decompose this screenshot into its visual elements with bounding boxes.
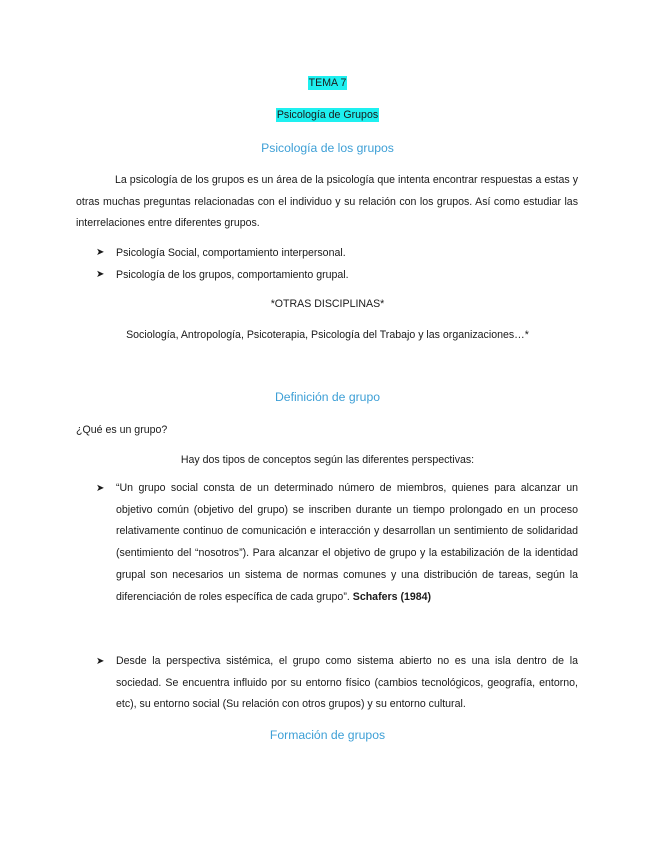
definition-quote (116, 478, 578, 608)
section-title-definicion: Definición de grupo (274, 390, 381, 404)
otras-disciplinas-title: *OTRAS DISCIPLINAS* (270, 298, 385, 310)
otras-disciplinas-list: Sociología, Antropología, Psicoterapia, Psicología del Trabajo y las organizaciones…* (126, 329, 529, 341)
intro-paragraph: La psicología de los grupos es un área de la psicología que intenta encontrar respuestas a estas y otras muchas preguntas relacionadas con el individuo y su relación con los grupos. Así como estudiar las interrelaciones entre diferentes grupos. (76, 174, 578, 229)
arrowhead-bullet-icon: ➤ (96, 247, 105, 258)
bullet-item-social: Psicología Social, comportamiento interpersonal. (116, 247, 346, 259)
tema-heading (0, 77, 655, 89)
section-title-psicologia-grupos: Psicología de los grupos (261, 141, 394, 155)
types-intro: Hay dos tipos de conceptos según las diferentes perspectivas: (180, 454, 475, 466)
section-title-formacion: Formación de grupos (269, 728, 386, 742)
arrowhead-bullet-icon: ➤ (96, 269, 105, 280)
tema-label: TEMA 7 (308, 77, 347, 89)
bullet-item-grupos: Psicología de los grupos, comportamiento grupal. (116, 269, 349, 281)
quote-author: Schafers (1984) (352, 590, 432, 603)
quote-text: “Un grupo social consta de un determinado número de miembros, quienes para alcanzar un objetivo común (objetivo del grupo) se inscriben durante un tiempo prolongado en un proceso relativamente continuo de comunicación e interacción y desarrollan un sentimiento de solidaridad (sentimiento del “nosotros”). Para alcanzar el objetivo de grupo y la estabilización de la identidad grupal son necesarios un sistema de normas comunes y una distribución de tareas, según la diferenciación de roles específica de cada grupo”. (116, 482, 578, 603)
systemic-perspective: Desde la perspectiva sistémica, el grupo como sistema abierto no es una isla dentro de la sociedad. Se encuentra influido por su entorno físico (cambios tecnológicos, geografía, entorno, etc), su entorno social (Su relación con otros grupos) y su entorno cultural. (116, 655, 578, 711)
question-line: ¿Qué es un grupo? (76, 424, 168, 436)
arrowhead-bullet-icon: ➤ (96, 656, 105, 667)
arrowhead-bullet-icon: ➤ (96, 483, 105, 494)
subject-heading (0, 109, 655, 121)
subject-label: Psicología de Grupos (276, 109, 379, 121)
